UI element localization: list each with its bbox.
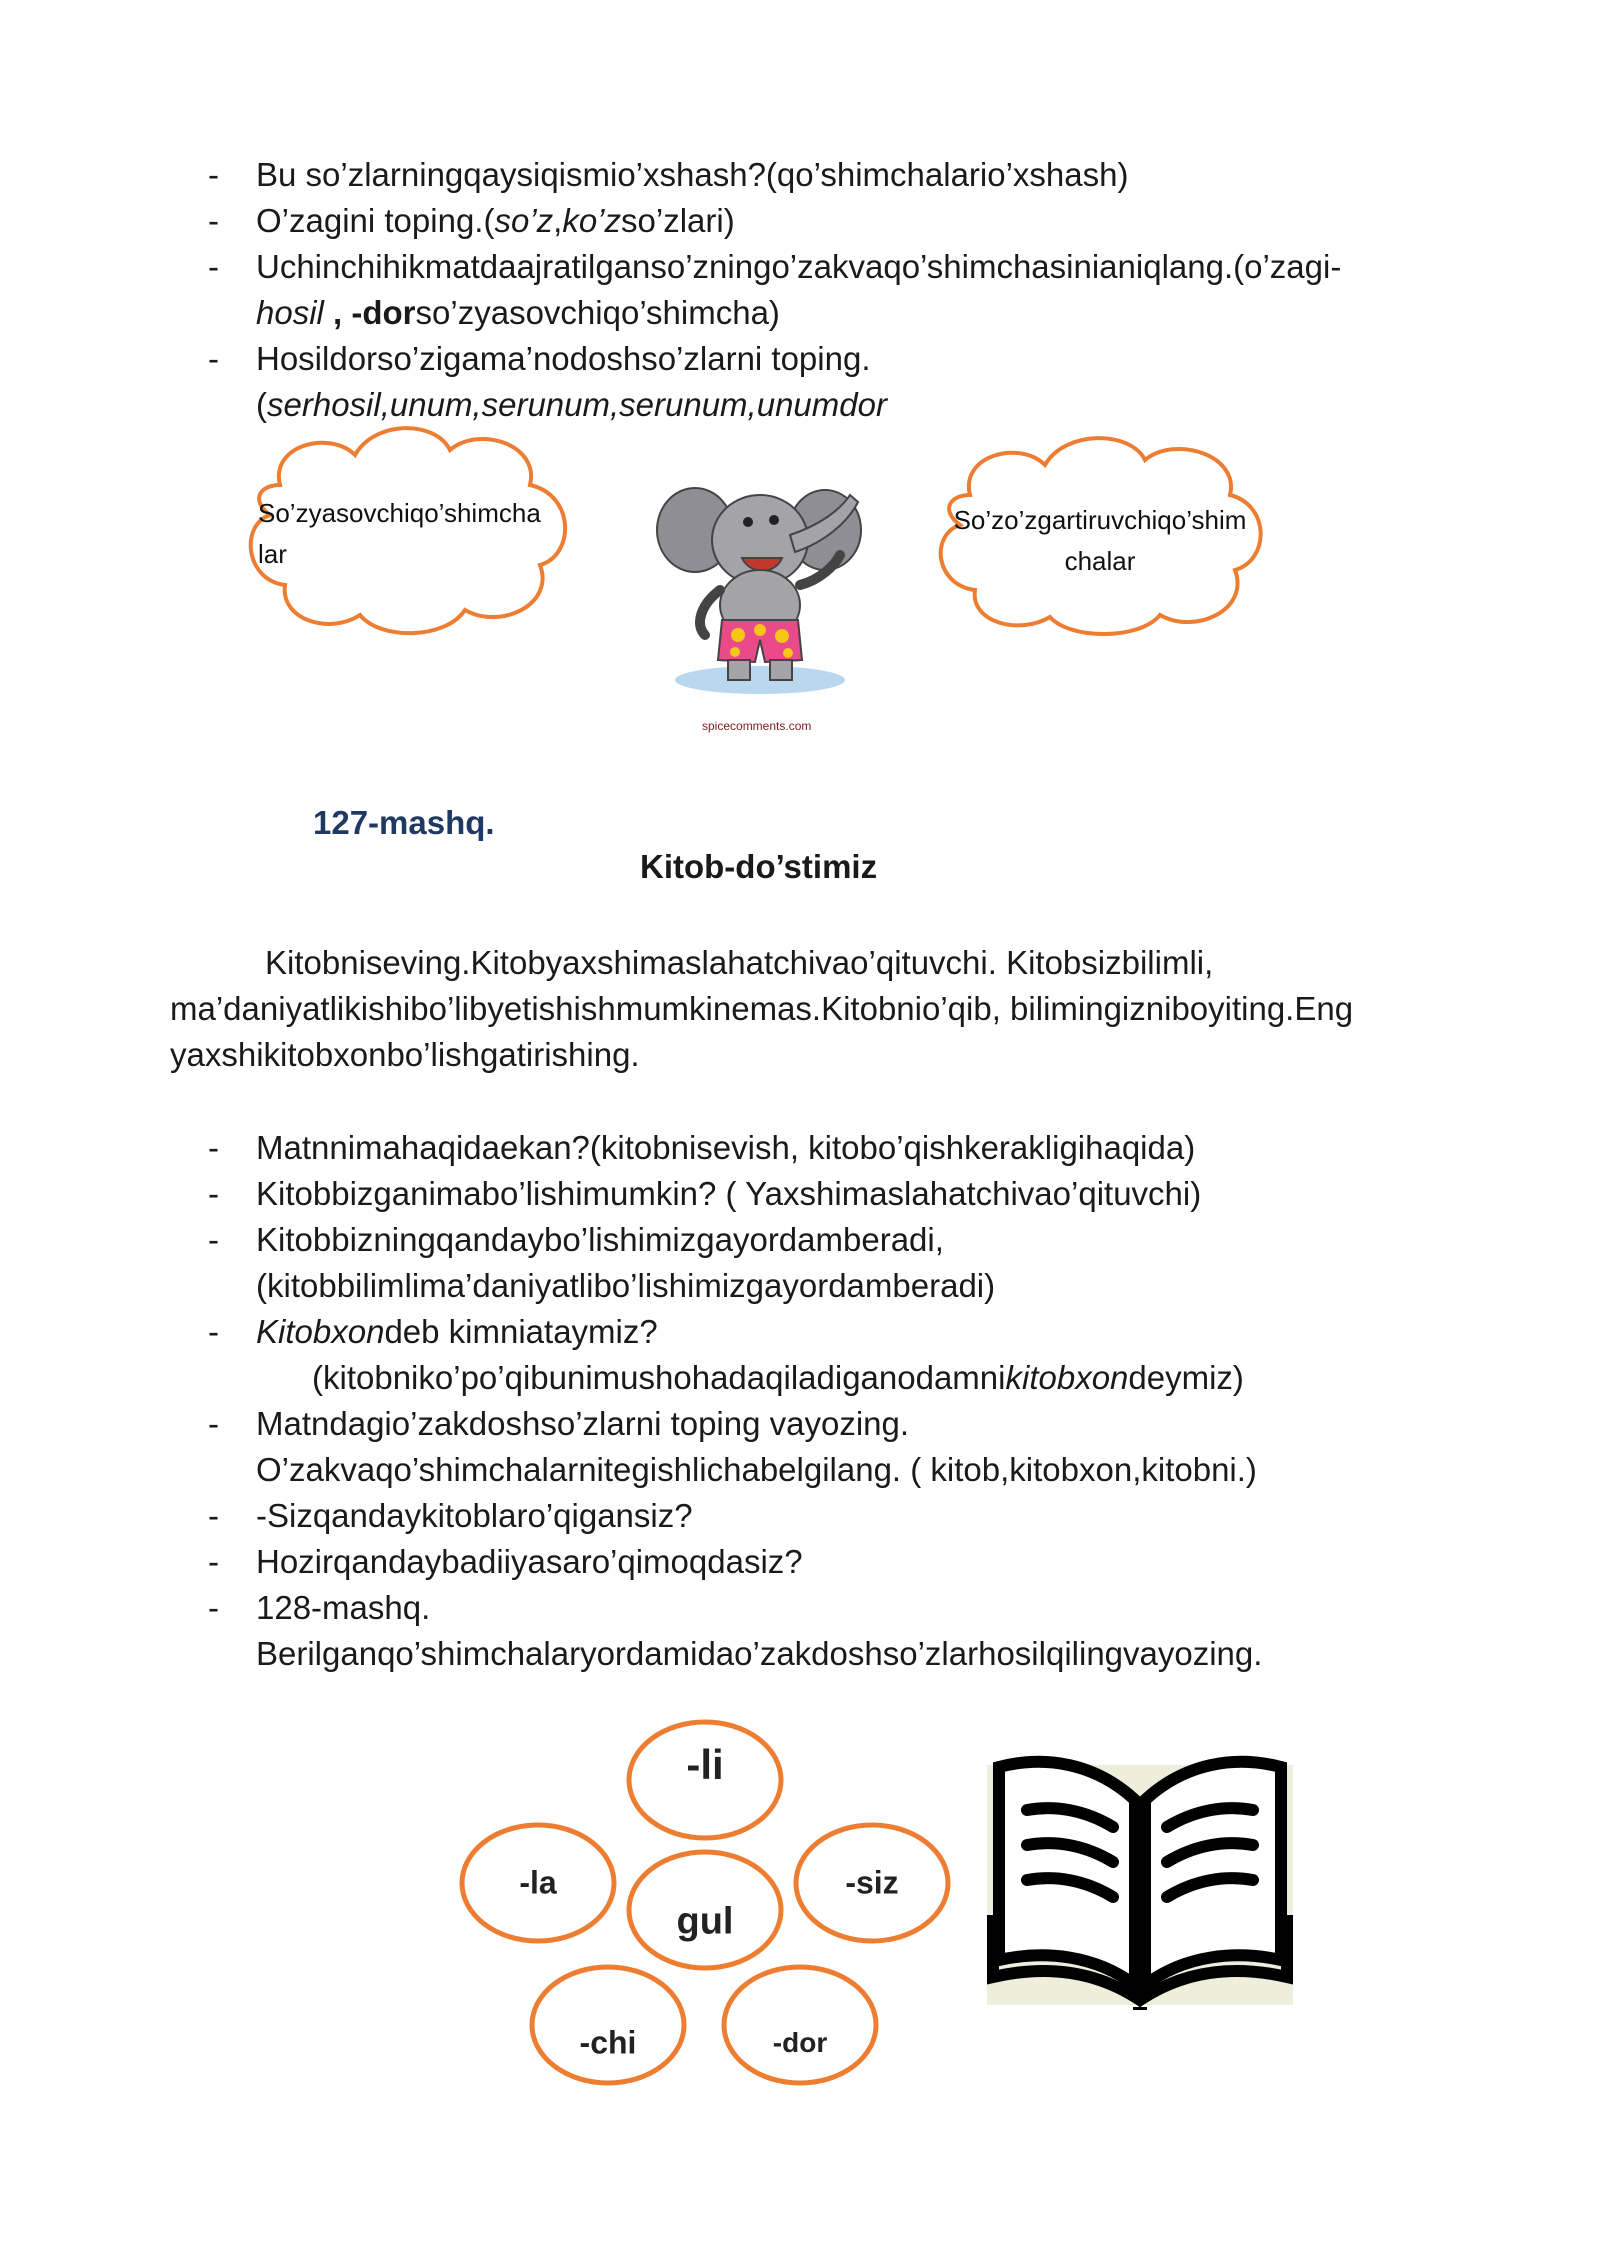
question-continuation: (serhosil,unum,serunum,serunum,unumdor (256, 386, 887, 423)
question-continuation: hosil , -dorso’zyasovchiqo’shimcha) (256, 294, 780, 331)
list-dash: - (208, 1175, 219, 1212)
question-text: Kitobbizningqandaybo’lishimizgayordamberadi, (256, 1221, 944, 1258)
exercise-title: Kitob-do’stimiz (640, 848, 878, 885)
question-text: 128-mashq. (256, 1589, 431, 1626)
list-dash: - (208, 1497, 219, 1534)
paragraph-line: Kitobniseving.Kitobyaxshimaslahatchivao’qituvchi. Kitobsizbilimli, (265, 944, 1214, 981)
suffix-oval-dor: -dor (772, 2027, 828, 2058)
list-dash: - (208, 1221, 219, 1258)
suffix-oval-chi: -chi (579, 2024, 637, 2061)
question-text: Uchinchihikmatdaajratilganso’zningo’zakvaqo’shimchasinianiqlang.(o’zagi- (256, 248, 1342, 285)
question-text: Kitobbizganimabo’lishimumkin? ( Yaxshimaslahatchivao’qituvchi) (256, 1175, 1202, 1212)
question-text: Bu so’zlarningqaysiqismio’xshash?(qo’shimchalario’xshash) (256, 156, 1129, 193)
root-oval-gul: gul (676, 1900, 734, 1943)
suffix-oval-li: -li (686, 1741, 724, 1788)
list-dash: - (208, 1543, 219, 1580)
question-text: Hosildorso’zigama’nodoshso’zlarni toping. (256, 340, 871, 377)
question-text: Hozirqandaybadiiyasaro’qimoqdasiz? (256, 1543, 803, 1580)
question-continuation: (kitobniko’po’qibunimushohadaqiladiganodamnikitobxondeymiz) (312, 1359, 1244, 1396)
list-dash: - (208, 1129, 219, 1166)
elephant-illustration (650, 480, 870, 735)
question-continuation: Berilganqo’shimchalaryordamidao’zakdoshso’zlarhosilqilingvayozing. (256, 1635, 1263, 1672)
suffix-oval-la: -la (519, 1864, 557, 1901)
list-dash: - (208, 340, 219, 377)
question-continuation: (kitobbilimlima’daniyatlibo’lishimizgayordamberadi) (256, 1267, 996, 1304)
cloud-label-right: So’zo’zgartiruvchiqo’shim chalar (953, 505, 1247, 576)
list-dash: - (208, 1405, 219, 1442)
paragraph-line: ma’daniyatlikishibo’libyetishishmumkinemas.Kitobnio’qib, bilimingizniboyiting.Eng (170, 990, 1354, 1027)
question-text: Kitobxondeb kimniataymiz? (256, 1313, 658, 1350)
list-dash: - (208, 248, 219, 285)
question-text: O’zagini toping.(so’z,ko’zso’zlari) (256, 202, 735, 239)
paragraph-line: yaxshikitobxonbo’lishgatirishing. (170, 1036, 640, 1073)
question-text: -Sizqandaykitoblaro’qigansiz? (256, 1497, 693, 1534)
list-dash: - (208, 1313, 219, 1350)
open-book-icon (985, 1745, 1295, 2015)
list-dash: - (208, 1589, 219, 1626)
question-text: Matnnimahaqidaekan?(kitobnisevish, kitobo’qishkerakligihaqida) (256, 1129, 1196, 1166)
exercise-number: 127-mashq. (313, 804, 495, 841)
list-dash: - (208, 202, 219, 239)
question-continuation: O’zakvaqo’shimchalarnitegishlichabelgilang. ( kitob,kitobxon,kitobni.) (256, 1451, 1257, 1488)
list-dash: - (208, 156, 219, 193)
image-credit: spicecomments.com (702, 719, 812, 733)
cloud-label-left: So’zyasovchiqo’shimcha lar (258, 498, 541, 569)
suffix-oval-siz: -siz (845, 1864, 899, 1901)
question-text: Matndagio’zakdoshso’zlarni toping vayozing. (256, 1405, 910, 1442)
